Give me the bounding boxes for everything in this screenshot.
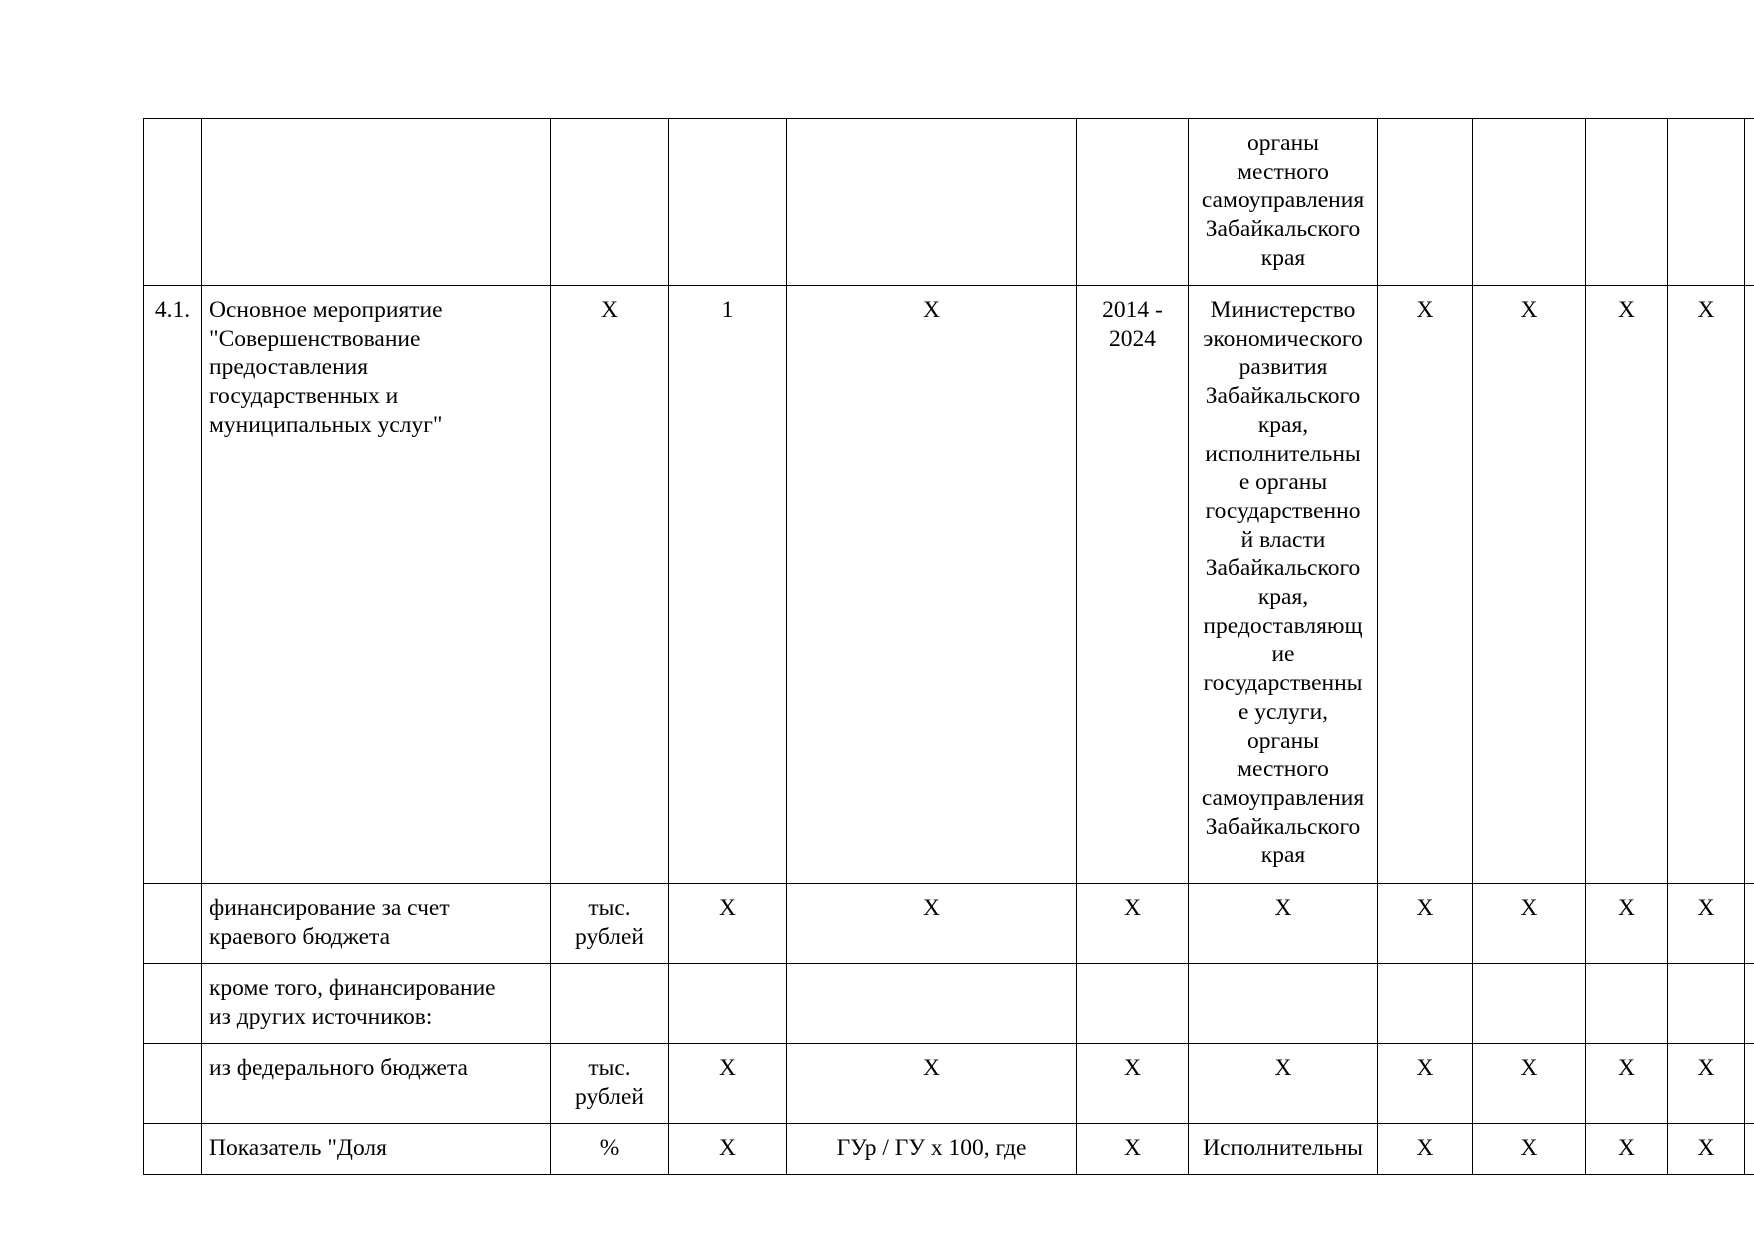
period-cell: 2014 - 2024 (1077, 286, 1189, 884)
table-row (144, 964, 1754, 1044)
period-cell (1077, 964, 1189, 1044)
value-cell: X (1668, 884, 1745, 964)
value-cell: X (1668, 286, 1745, 884)
weight-cell: X (669, 1044, 787, 1124)
period-cell: X (1077, 884, 1189, 964)
cut-off-cell (1745, 286, 1754, 884)
activity-name-cell: кроме того, финансирование из других источников: (202, 964, 551, 1044)
value-cell: X (1378, 884, 1473, 964)
table-row (144, 119, 1754, 286)
value-cell: X (1473, 884, 1586, 964)
row-number-cell: 4.1. (144, 286, 202, 884)
value-cell: X (1378, 1044, 1473, 1124)
value-cell (1586, 964, 1668, 1044)
unit-cell (551, 119, 669, 286)
value-cell: X (1473, 1044, 1586, 1124)
weight-cell (669, 964, 787, 1044)
value-cell: X (1586, 884, 1668, 964)
activity-name-cell: Показатель "Доля (202, 1124, 551, 1175)
row-number-cell (144, 1044, 202, 1124)
weight-cell: X (669, 884, 787, 964)
cut-off-cell (1745, 1124, 1754, 1175)
unit-cell (551, 964, 669, 1044)
formula-cell: X (787, 1044, 1077, 1124)
table-row (144, 1124, 1754, 1175)
unit-cell: тыс. рублей (551, 884, 669, 964)
unit-cell: X (551, 286, 669, 884)
value-cell: X (1586, 286, 1668, 884)
executor-cell: X (1189, 1044, 1378, 1124)
table-row (144, 1044, 1754, 1124)
value-cell (1378, 964, 1473, 1044)
program-activities-table (143, 118, 1754, 1175)
table-row (144, 286, 1754, 884)
weight-cell: X (669, 1124, 787, 1175)
table-row (144, 884, 1754, 964)
value-cell (1473, 119, 1586, 286)
value-cell: X (1668, 1044, 1745, 1124)
value-cell: X (1586, 1044, 1668, 1124)
formula-cell: ГУр / ГУ x 100, где (787, 1124, 1077, 1175)
value-cell: X (1378, 1124, 1473, 1175)
weight-cell: 1 (669, 286, 787, 884)
formula-cell (787, 119, 1077, 286)
unit-cell: % (551, 1124, 669, 1175)
value-cell: X (1378, 286, 1473, 884)
value-cell (1586, 119, 1668, 286)
formula-cell (787, 964, 1077, 1044)
row-number-cell (144, 964, 202, 1044)
value-cell: X (1668, 1124, 1745, 1175)
period-cell: X (1077, 1044, 1189, 1124)
unit-cell: тыс. рублей (551, 1044, 669, 1124)
activity-name-cell: из федерального бюджета (202, 1044, 551, 1124)
value-cell: X (1473, 286, 1586, 884)
formula-cell: X (787, 884, 1077, 964)
activity-name-cell: Основное мероприятие "Совершенствование предоставления государственных и муниципальных услуг" (202, 286, 551, 884)
cut-off-cell (1745, 119, 1754, 286)
executor-cell (1189, 964, 1378, 1044)
executor-cell: X (1189, 884, 1378, 964)
value-cell (1668, 119, 1745, 286)
value-cell (1378, 119, 1473, 286)
row-number-cell (144, 884, 202, 964)
activity-name-cell (202, 119, 551, 286)
row-number-cell (144, 1124, 202, 1175)
formula-cell: X (787, 286, 1077, 884)
value-cell: X (1473, 1124, 1586, 1175)
row-number-cell (144, 119, 202, 286)
value-cell: X (1586, 1124, 1668, 1175)
executor-cell: органы местного самоуправления Забайкальского края (1189, 119, 1378, 286)
value-cell (1668, 964, 1745, 1044)
value-cell (1473, 964, 1586, 1044)
cut-off-cell (1745, 1044, 1754, 1124)
executor-cell: Министерство экономического развития Забайкальского края, исполнительны е органы государственно й власти Забайкальского края, предоставляющ ие государственны е услуги, органы местного самоуправления Забайкальского края (1189, 286, 1378, 884)
activity-name-cell: финансирование за счет краевого бюджета (202, 884, 551, 964)
cut-off-cell (1745, 884, 1754, 964)
period-cell (1077, 119, 1189, 286)
period-cell: X (1077, 1124, 1189, 1175)
weight-cell (669, 119, 787, 286)
cut-off-cell (1745, 964, 1754, 1044)
executor-cell: Исполнительны (1189, 1124, 1378, 1175)
